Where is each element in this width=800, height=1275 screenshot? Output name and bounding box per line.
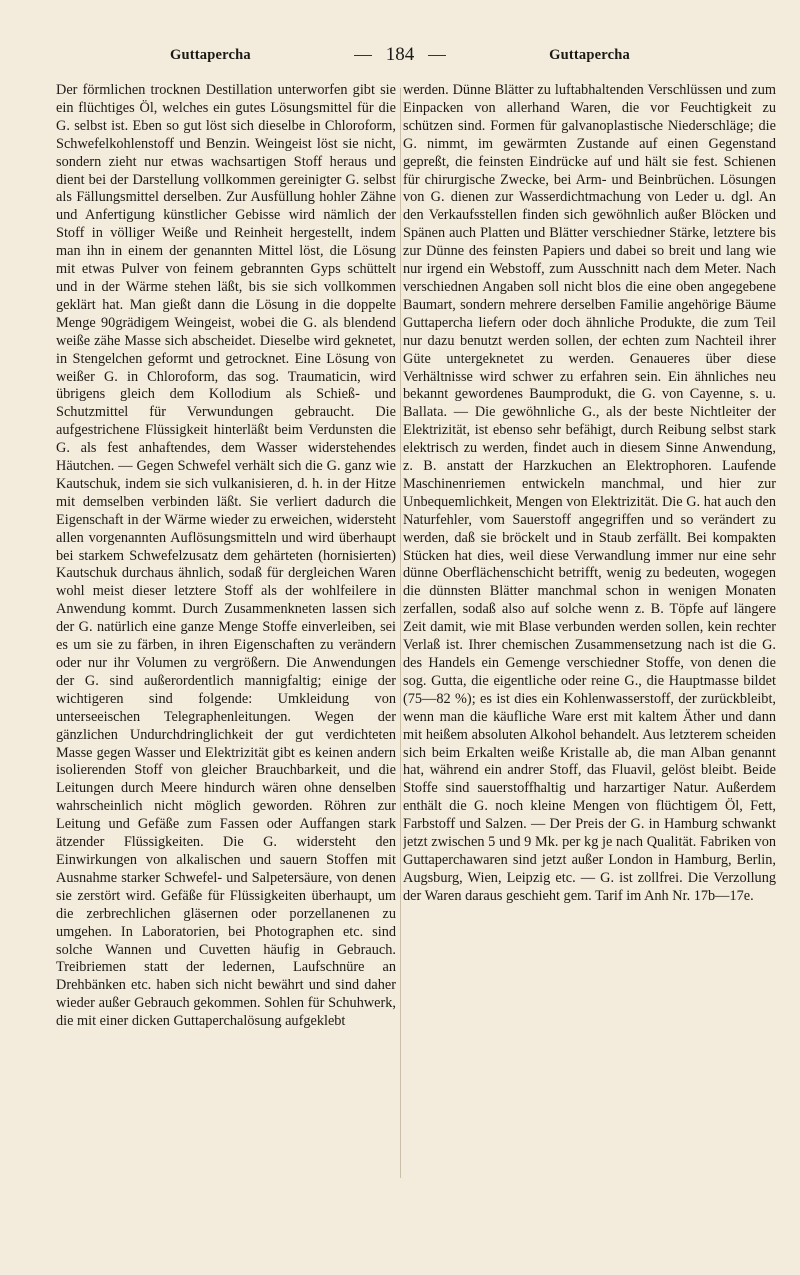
dash-right: [428, 55, 446, 56]
left-column-text: Der förmlichen trocknen Destillation unterworfen gibt sie ein flüchtiges Öl, welches ein gutes Lösungsmittel für die G. selbst ist. Eben so gut löst sich dieselbe in Chloroform, Schwefelkohlenstoff und Benzin. Weingeist löst sie nicht, sondern zieht nur etwas wachsartigen Stoff heraus und dient bei der Darstellung vollkommen gereinigter G. selbst als Fällungsmittel derselben. Zur Ausfüllung hohler Zähne und Anfertigung künstlicher Gebisse wird nämlich der Stoff in völliger Weiße und Reinheit hergestellt, indem man ihn in einem der genannten Mittel löst, die Lösung mit etwas Pulver von feinem gebrannten Gyps schüttelt und in der Wärme stehen läßt, bis sie sich vollkommen geklärt hat. Man gießt dann die Lösung in die doppelte Menge 90grädigem Weingeist, wobei die G. als blendend weiße zähe Masse sich abscheidet. Dieselbe wird geknetet, in Stengelchen geformt und getrocknet. Eine Lösung von weißer G. in Chloroform, das sog. Traumaticin, wird übrigens gleich dem Kollodium als Schieß- und Schutzmittel für Verwundungen gebraucht. Die aufgestrichene Flüssigkeit hinterläßt beim Verdunsten die G. als fest anhaftendes, dem Wasser widerstehendes Häutchen. — Gegen Schwefel verhält sich die G. ganz wie Kautschuk, indem sie sich vulkanisieren, d. h. in der Hitze mit demselben verbinden läßt. Sie verliert dadurch die Eigenschaft in der Wärme wieder zu erweichen, widersteht allen vorgenannten Auflösungsmitteln und wird überhaupt bei starkem Schwefelzusatz dem gehärteten (hornisierten) Kautschuk durchaus ähnlich, sodaß für dergleichen Waren wohl meist dieser letztere Stoff als der wohlfeilere in Anwendung kommt. Durch Zusammenkneten lassen sich der G. natürlich eine ganze Menge Stoffe einverleiben, sei es um sie zu färben, in ihren Eigenschaften zu verändern oder nur ihr Volumen zu vergrößern. Die Anwendungen der G. sind außerordentlich mannigfaltig; einige der wichtigeren sind folgende: Umkleidung von unterseeischen Telegraphenleitungen. Wegen der gänzlichen Undurchdringlichkeit der gut verdichteten Masse gegen Wasser und Elektrizität gibt es keinen andern isolierenden Stoff von gleicher Brauchbarkeit, und die Leitungen durch Meere hindurch wären ohne denselben wahrscheinlich nicht möglich geworden. Röhren zur Leitung und Gefäße zum Fassen oder Auffangen stark ätzender Flüssigkeiten. Die G. widersteht den Einwirkungen von alkalischen und sauern Stoffen mit Ausnahme starker Schwefel- und Salpetersäure, von denen sie zerstört wird. Gefäße für Flüssigkeiten überhaupt, um die zerbrechlichen gläsernen oder porzellanenen zu umgehen. In Laboratorien, bei Photographen etc. sind solche Wannen und Cuvetten häufig in Gebrauch. Treibriemen statt der ledernen, Laufschnüre an Drehbänken etc. haben sich nicht bewährt und sind daher wieder außer Gebrauch gekommen. Sohlen für Schuhwerk, die mit einer dicken Guttaperchalösung aufgeklebt: [56, 82, 396, 1030]
running-header: [170, 40, 630, 70]
body-columns: [56, 82, 776, 1232]
dash-left: [354, 55, 372, 56]
left-column: [56, 82, 396, 1232]
page-number: 184: [385, 44, 415, 65]
header-right-word: Guttapercha: [549, 46, 630, 63]
header-left-word: Guttapercha: [170, 46, 251, 63]
right-column-text: werden. Dünne Blätter zu luftabhaltenden Verschlüssen und zum Einpacken von allerhand Waren, die vor Feuchtigkeit zu schützen sind. Formen für galvanoplastische Niederschläge; die G. nimmt, im gewärmten Zustande auf einen Gegenstand gepreßt, die feinsten Eindrücke auf und hält sie fest. Schienen für chirurgische Zwecke, bei Arm- und Beinbrüchen. Lösungen von G. dienen zur Wasserdichtmachung von Leder u. dgl. An den Verkaufsstellen finden sich gewöhnlich außer Blöcken und Spänen auch Platten und Blätter verschiedner Stärke, letztere bis zur Dünne des feinsten Papiers und dabei so breit und lang wie nur irgend ein Webstoff, zum Ausschnitt nach dem Meter. Nach verschiednen Angaben soll nicht blos die eine oben angegebene Baumart, sondern mehrere derselben Familie angehörige Bäume Guttapercha liefern oder doch ähnliche Produkte, die zum Teil nur dazu benutzt werden sollen, der echten zum Nachteil ihrer Güte untergeknetet zu werden. Genaueres über diese Verhältnisse wird schwer zu erfahren sein. Ein ähnliches neu bekannt gewordenes Baumprodukt, die G. von Cayenne, s. u. Ballata. — Die gewöhnliche G., als der beste Nichtleiter der Elektrizität, ist ebenso sehr befähigt, durch Reibung selbst stark elektrisch zu werden, findet auch in diesem Sinne Anwendung, z. B. anstatt der Harzkuchen an Elektrophoren. Laufende Maschinenriemen entwickeln manchmal, und hier zur Unbequemlichkeit, Mengen von Elektrizität. Die G. hat auch den Naturfehler, vom Sauerstoff angegriffen und so verändert zu werden, daß sie bröckelt und in Staub zerfällt. Bei kompakten Stücken hat dies, weil diese Verwandlung immer nur eine sehr dünne Oberflächenschicht betrifft, wenig zu bedeuten, wogegen die dünnsten Blätter manchmal schon in wenigen Monaten zerfallen, sodaß also auf solche wenn z. B. Töpfe auf längere Zeit damit, wie mit Blase verbunden werden sollen, kein rechter Verlaß ist. Ihrer chemischen Zusammensetzung nach ist die G. des Handels ein Gemenge verschiedner Stoffe, von denen die sog. Gutta, die eigentliche oder reine G., die Hauptmasse bildet (75—82 %); es ist dies ein Kohlenwasserstoff, der zurückbleibt, wenn man die käufliche Ware erst mit kaltem Äther und dann mit heißem absoluten Alkohol behandelt. Aus letzterem scheiden sich beim Erkalten weiße Kristalle ab, die man Alban genannt hat, während ein andrer Stoff, das Fluavil, gelöst bleibt. Beide Stoffe sind sauerstoffhaltig und harzartiger Natur. Außerdem enthält die G. noch kleine Mengen von flüchtigem Öl, Fett, Farbstoff und Salzen. — Der Preis der G. in Hamburg schwankt jetzt zwischen 5 und 9 Mk. per kg je nach Qualität. Fabriken von Guttaperchawaren sind jetzt außer London in Hamburg, Berlin, Augsburg, Wien, Leipzig etc. — G. ist zollfrei. Die Verzollung der Waren daraus geschieht gem. Tarif im Anh Nr. 17b—17e.: [403, 82, 776, 904]
page-number-block: [354, 44, 447, 66]
right-column: [403, 82, 776, 1232]
